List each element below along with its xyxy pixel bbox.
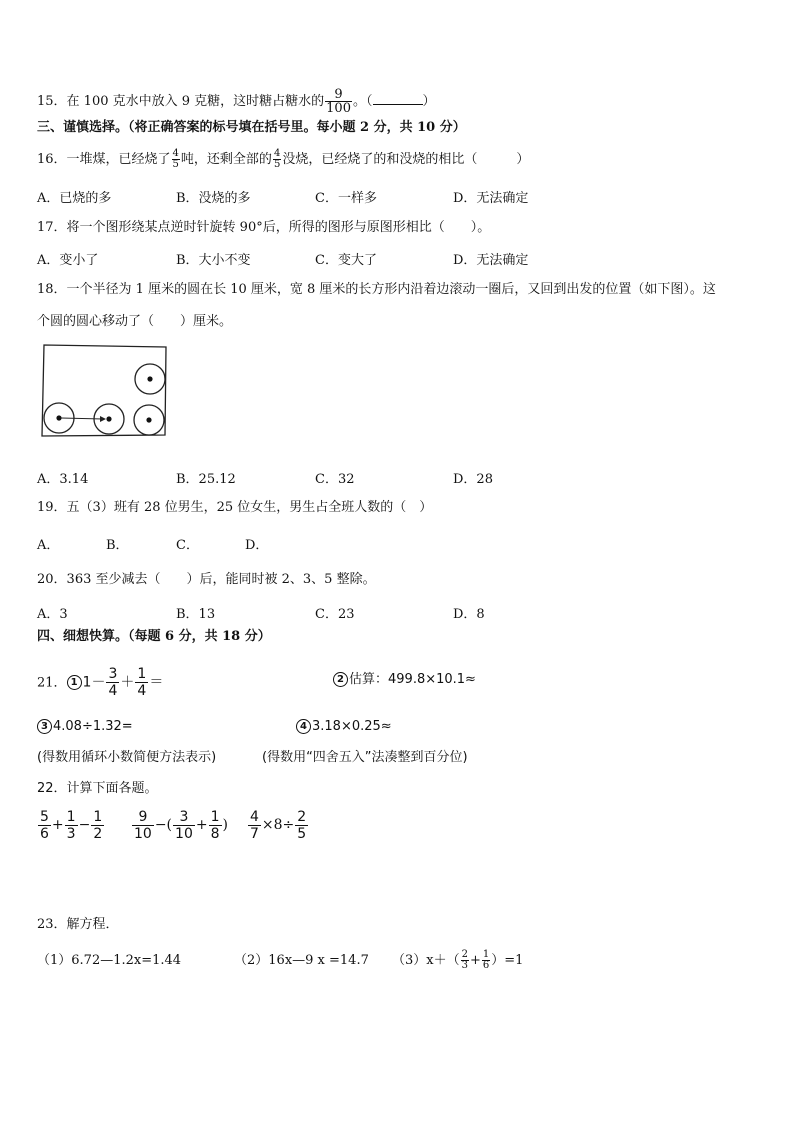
question-21-part-3: 3 4.08÷1.32= — [37, 718, 133, 736]
q16-option-b[interactable]: B．没烧的多 — [176, 191, 251, 206]
q16-option-a[interactable]: A．已烧的多 — [37, 191, 112, 206]
q22-expression-1: $\frac{5}{6}$ + $\frac{1}{3}$ − $\frac{1}{2}$ — [40, 808, 103, 842]
q20-option-c[interactable]: C．23 — [315, 607, 355, 622]
circled-number-4: 4 — [296, 719, 311, 734]
q21-note-2: (得数用“四舍五入”法凑整到百分位) — [262, 750, 468, 765]
q18-option-d[interactable]: D．28 — [453, 472, 493, 487]
q22-expression-3: $\frac{4}{7}$ ×8÷ $\frac{2}{5}$ — [250, 808, 307, 842]
q16-fraction-2: $\frac{4}{5}$ — [273, 148, 281, 170]
q23-equation-1: （1）6.72—1.2x=1.44 — [37, 953, 182, 968]
section-3-title: 三、谨慎选择。（将正确答案的标号填在括号里。每小题 2 分，共 10 分） — [37, 120, 466, 135]
q17-option-c[interactable]: C．变大了 — [315, 253, 377, 268]
q20-option-b[interactable]: B．13 — [176, 607, 216, 622]
q16-option-c[interactable]: C．一样多 — [315, 191, 377, 206]
q20-option-a[interactable]: A．3 — [37, 607, 68, 622]
q23-equation-3: （3）x＋（ $\frac{2}{3}$ + $\frac{1}{6}$ ）=1 — [392, 949, 524, 971]
rectangle-circle-figure — [40, 343, 172, 439]
q16-option-d[interactable]: D．无法确定 — [453, 191, 529, 206]
q19-option-a[interactable]: A． — [37, 538, 60, 553]
question-20: 20．363 至少减去（ ）后，能同时被 2、3、5 整除。 — [37, 572, 376, 587]
q19-option-b[interactable]: B． — [106, 538, 129, 553]
q21-fraction-b: $\frac{1}{4}$ — [137, 666, 147, 699]
question-16: 16．一堆煤，已经烧了 $\frac{4}{5}$ 吨，还剩全部的 $\frac{4}{5}$ 没烧，已经烧了的和没烧的相比（ ） — [37, 148, 530, 170]
q21-note-1: (得数用循环小数简便方法表示) — [37, 750, 217, 765]
movement-arrow-line — [61, 418, 103, 419]
rectangle-outline — [42, 345, 166, 436]
q16-fraction-1: $\frac{4}{5}$ — [172, 148, 179, 170]
question-15: 15．在 100 克水中放入 9 克糖，这时糖占糖水的 $\frac{9}{100}$ 。（ ） — [37, 87, 436, 116]
answer-blank[interactable] — [373, 92, 423, 105]
q20-option-d[interactable]: D．8 — [453, 607, 485, 622]
q19-option-c[interactable]: C． — [176, 538, 199, 553]
question-21-part-2: 2 估算：499.8×10.1≈ — [333, 671, 476, 689]
circled-number-1: 1 — [67, 675, 82, 690]
q21-fraction-a: $\frac{3}{4}$ — [108, 666, 118, 699]
section-4-title: 四、细想快算。（每题 6 分，共 18 分） — [37, 629, 271, 644]
q15-fraction: $\frac{9}{100}$ — [326, 87, 351, 116]
question-18-line-1: 18．一个半径为 1 厘米的圆在长 10 厘米，宽 8 厘米的长方形内沿着边滚动一圈后，又回到出发的位置（如下图）。这 — [37, 282, 716, 297]
question-19: 19．五（3）班有 28 位男生，25 位女生，男生占全班人数的（ ） — [37, 500, 433, 515]
q19-option-d[interactable]: D． — [245, 538, 269, 553]
q17-option-b[interactable]: B．大小不变 — [176, 253, 251, 268]
q18-option-b[interactable]: B．25.12 — [176, 472, 236, 487]
q18-option-c[interactable]: C．32 — [315, 472, 355, 487]
question-23-title: 23．解方程． — [37, 917, 119, 932]
q17-option-a[interactable]: A．变小了 — [37, 253, 99, 268]
q18-option-a[interactable]: A．3.14 — [37, 472, 89, 487]
q17-option-d[interactable]: D．无法确定 — [453, 253, 529, 268]
question-21-part-4: 4 3.18×0.25≈ — [296, 718, 392, 736]
q22-expression-2: $\frac{9}{10}$ −( $\frac{3}{10}$ + $\frac{1}{8}$ ) — [134, 808, 228, 842]
movement-arrowhead — [100, 416, 106, 422]
circled-number-2: 2 — [333, 672, 348, 687]
q15-text: 15．在 100 克水中放入 9 克糖，这时糖占糖水的 — [37, 94, 325, 109]
circled-number-3: 3 — [37, 719, 52, 734]
question-17: 17．将一个图形绕某点逆时针旋转 90°后，所得的图形与原图形相比（ ）。 — [37, 220, 491, 235]
question-21-part-1: 21． 1 1－ $\frac{3}{4}$ ＋ $\frac{1}{4}$ ＝ — [37, 666, 164, 699]
question-22-title: 22．计算下面各题。 — [37, 781, 158, 796]
question-18-line-2: 个圆的圆心移动了（ ）厘米。 — [37, 314, 233, 329]
q23-equation-2: （2）16x—9 x =14.7 — [234, 953, 369, 968]
